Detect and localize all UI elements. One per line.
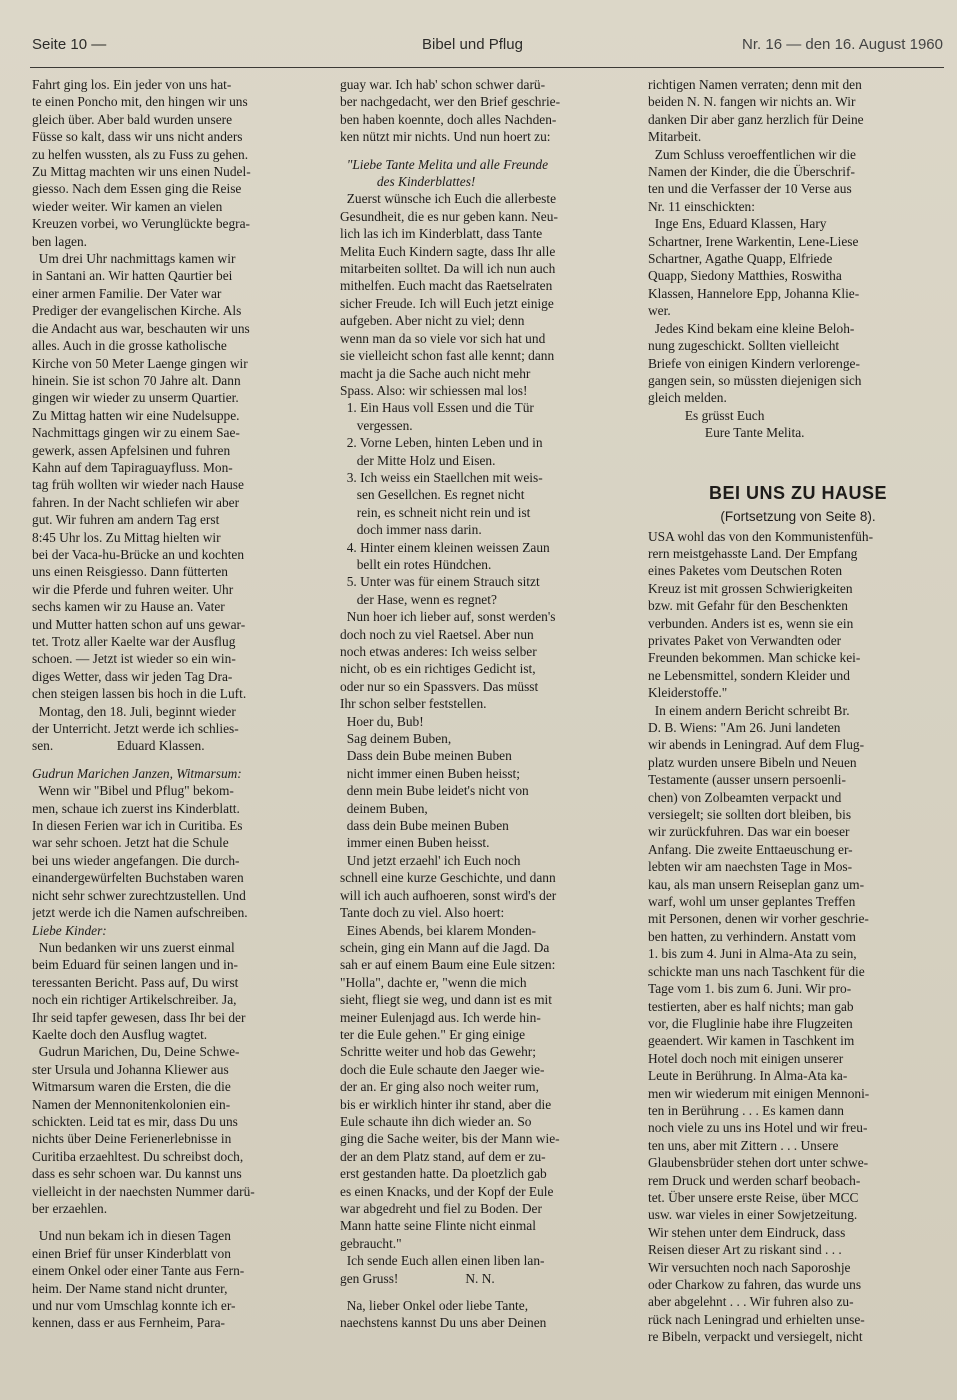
text-line: richtigen Namen verraten; denn mit den — [648, 77, 862, 92]
text-line: Füsse so kalt, dass wir uns nicht anders — [32, 129, 243, 145]
text-line: Glaubensbrüder stehen dort unter schwe- — [648, 1155, 869, 1171]
text-line: tag früh wollten wir wieder nach Hause — [32, 477, 244, 493]
text-line: lich las ich im Kinderblatt, dass Tante — [340, 226, 543, 242]
text-line: wer. — [648, 303, 671, 319]
paragraph-gap — [340, 146, 640, 156]
text-line: schickten. Leid tat es mir, dass Du uns — [32, 1113, 238, 1129]
text-line: doch die Eule schaute den Jaeger wie- — [340, 1061, 545, 1077]
text-line: vielleicht in der naechsten Nummer darü- — [32, 1183, 255, 1199]
text-line: in Santani an. Wir hatten Qaurtier bei — [32, 268, 233, 284]
text-line: sie vielleicht schon fast alle kennt; dann — [340, 348, 555, 364]
text-line: ben lagen. — [32, 233, 88, 249]
text-line: macht ja die Sache auch nicht mehr — [340, 365, 531, 381]
paragraph-gap — [340, 1287, 640, 1297]
text-line: heim. Der Name stand nicht drunter, — [32, 1280, 228, 1296]
text-line: ten und die Verfasser der 10 Verse aus — [648, 181, 852, 197]
text-line: verbunden. Anders ist es, wenn sie ein — [648, 615, 854, 631]
text-line: ten in Berührung . . . Es kamen dann — [648, 1102, 844, 1118]
column-3-article — [648, 528, 948, 1346]
text-line: naechstens kannst Du uns aber Deinen — [340, 1315, 547, 1331]
text-line: schickte man uns nach Taschkent für die — [648, 963, 865, 979]
text-line: Schritte weiter und hob das Gewehr; — [340, 1044, 536, 1060]
text-line: Klassen, Hannelore Epp, Johanna Klie- — [648, 285, 860, 301]
text-line: warf, wohl um unser geplantes Treffen — [648, 894, 856, 910]
text-line: Leute in Berührung. In Alma-Ata ka- — [648, 1068, 848, 1084]
text-line: versiegelt; sie sollten dort bleiben, bis — [648, 807, 852, 823]
text-line: Melita Euch Kindern sagte, dass Ihr alle — [340, 243, 556, 259]
text-line: vor, die Fluglinie habe ihre Flugzeiten — [648, 1015, 853, 1031]
text-line: mithelfen. Euch macht das Raetselraten — [340, 278, 553, 294]
text-line: geaendert. Wir kamen in Taschkent im — [648, 1033, 855, 1049]
text-line: gleich über. Aber bald wurden unsere — [32, 111, 233, 127]
text-line: Ihr seid tapfer gewesen, dass Ihr bei der — [32, 1009, 246, 1025]
section-subhead: (Fortsetzung von Seite 8). — [720, 508, 876, 524]
text-line: oder nur so ein Spassvers. Das müsst — [340, 678, 539, 694]
text-line: usw. war vieles in einer Sowjetzeitung. — [648, 1207, 858, 1223]
text-line: Nachmittags gingen wir zu einem Sae- — [32, 425, 240, 441]
text-line: guay war. Ich hab' schon schwer darü- — [340, 77, 546, 92]
text-line: In einem andern Bericht schreibt Br. — [648, 702, 850, 718]
text-line: wir abends in Leningrad. Auf dem Flug- — [648, 737, 865, 753]
text-line: Namen der Kinder, die die Überschrif- — [648, 164, 855, 180]
text-line: der Mitte Holz und Eisen. — [340, 452, 496, 468]
text-line: Und nun bekam ich in diesen Tagen — [32, 1228, 231, 1244]
section-headline: BEI UNS ZU HAUSE — [708, 482, 887, 503]
text-line: Kreuz ist mit grossen Schwierigkeiten — [648, 580, 853, 596]
text-line: men wir wiederum mit einigen Mennoni- — [648, 1085, 870, 1101]
column-3 — [648, 76, 948, 1396]
text-line: noch ein richtiger Artikelschreiber. Ja, — [32, 992, 237, 1008]
text-line: 3. Ich weiss ein Staellchen mit weis- — [340, 469, 543, 485]
text-line: gut. Wir fuhren am andern Tag erst — [32, 512, 220, 528]
text-line: Schartner, Agathe Quapp, Elfriede — [648, 251, 833, 267]
text-line: rem Druck und werden scharf beobach- — [648, 1172, 861, 1188]
text-line: wenn man da so viele vor sich hat und — [340, 330, 546, 346]
text-line: vergessen. — [340, 417, 413, 433]
text-line: sieht, fliegt sie weg, und dann ist es mit — [340, 992, 552, 1008]
text-line: rein, es schneit nicht rein und ist — [340, 504, 531, 520]
text-line: eines Paketes vom Deutschen Roten — [648, 563, 843, 579]
text-line: Wir stehen unter dem Eindruck, dass — [648, 1224, 846, 1240]
text-line: ter die Eule gehen." Er ging einige — [340, 1026, 526, 1042]
text-line: sechs kamen wir zu Hause an. Vater — [32, 599, 225, 615]
text-line: Um drei Uhr nachmittags kamen wir — [32, 251, 236, 267]
text-line: 2. Vorne Leben, hinten Leben und in — [340, 435, 543, 451]
text-line: Tage vom 1. bis zum 6. Juni. Wir pro- — [648, 981, 852, 997]
text-line: 8:45 Uhr los. Zu Mittag hielten wir — [32, 529, 221, 545]
text-line: wieder weiter. Wir kamen an vielen — [32, 198, 223, 214]
text-line: der Unterricht. Jetzt werde ich schlies- — [32, 721, 239, 737]
text-line: Liebe Kinder: — [32, 922, 107, 938]
text-line: Nun bedanken wir uns zuerst einmal — [32, 939, 235, 955]
text-line: Wenn wir "Bibel und Pflug" bekom- — [32, 783, 234, 799]
text-line: Curitiba erzaehltest. Du schreibst doch, — [32, 1148, 244, 1164]
text-line: nichts über Deine Ferienerlebnisse in — [32, 1131, 232, 1147]
text-line: Kreuzen vorbei, wo Verunglückte begra- — [32, 216, 251, 232]
text-line: war abgedreht und fiel zu Boden. Der — [340, 1201, 542, 1216]
text-line: "Holla", dachte er, "wenn die mich — [340, 974, 527, 990]
text-line: alles. Auch in die grosse katholische — [32, 338, 227, 354]
text-line: der Hase, wenn es regnet? — [340, 591, 497, 607]
text-line: Inge Ens, Eduard Klassen, Hary — [648, 216, 827, 232]
text-line: D. B. Wiens: "Am 26. Juni landeten — [648, 720, 841, 735]
page-number: Seite 10 — — [32, 36, 107, 53]
text-line: teressanten Bericht. Pass auf, Du wirst — [32, 974, 239, 990]
text-line: aber abgelehnt . . . Wir fuhren also zu- — [648, 1294, 854, 1310]
text-line: Anfang. Die zweite Enttaeuschung er- — [648, 841, 853, 857]
text-line: Quapp, Siedony Matthies, Roswitha — [648, 268, 842, 284]
text-line: USA wohl das von den Kommunistenfüh- — [648, 528, 874, 544]
text-line: diges Wetter, dass wir jeden Tag Dra- — [32, 668, 233, 684]
paragraph-gap — [32, 1217, 332, 1227]
text-line: nung zugeschickt. Sollten vielleicht — [648, 338, 840, 354]
text-line: immer einen Buben heisst. — [340, 835, 490, 851]
text-line: gleich melden. — [648, 390, 727, 406]
text-line: 4. Hinter einem kleinen weissen Zaun — [340, 539, 550, 555]
text-line: Kirche von 50 Meter Laenge gingen wir — [32, 355, 248, 371]
text-line: Zu Mittag machten wir uns einen Nudel- — [32, 164, 251, 180]
text-line: Hoer du, Bub! — [340, 713, 424, 729]
text-line: zu helfen wussten, als zu Fuss zu gehen. — [32, 146, 249, 162]
text-line: gingen wir wieder zu unserm Quartier. — [32, 390, 239, 406]
text-line: kennen, dass er aus Fernheim, Para- — [32, 1315, 225, 1331]
text-line: Wir versuchten noch nach Saporoshje — [648, 1259, 851, 1275]
text-line: hinein. Sie ist schon 70 Jahre alt. Dann — [32, 372, 241, 388]
column-1 — [32, 76, 332, 1396]
paragraph-gap — [32, 755, 332, 765]
text-line: beim Eduard für seinen langen und in- — [32, 957, 239, 973]
issue-date: Nr. 16 — den 16. August 1960 — [742, 36, 943, 53]
text-line: In diesen Ferien war ich in Curitiba. Es — [32, 818, 243, 834]
text-line: oder Charkow zu fahren, das wurde uns — [648, 1277, 862, 1292]
text-line: Nun hoer ich lieber auf, sonst werden's — [340, 609, 556, 625]
text-line: 1. Ein Haus voll Essen und die Tür — [340, 400, 534, 416]
text-line: Jedes Kind bekam eine kleine Beloh- — [648, 320, 855, 336]
text-line: Fahrt ging los. Ein jeder von uns hat- — [32, 77, 232, 92]
text-line: Montag, den 18. Juli, beginnt wieder — [32, 703, 236, 719]
text-line: Dass dein Bube meinen Buben — [340, 748, 512, 764]
text-line: gen Gruss! N. N. — [340, 1270, 495, 1286]
text-line: tet. Trotz aller Kaelte war der Ausflug — [32, 634, 236, 649]
text-line: einer armen Familie. Der Vater war — [32, 285, 222, 301]
text-line: bellt ein rotes Hündchen. — [340, 556, 492, 572]
text-line: Namen der Mennonitenkolonien ein- — [32, 1096, 231, 1112]
text-line: nicht immer einen Buben heisst; — [340, 765, 520, 781]
text-line: testierten, aber es half nichts; man gab — [648, 998, 854, 1014]
text-line: dass es sehr schoen war. Du kannst uns — [32, 1166, 242, 1182]
text-line: will ich auch aufhoeren, sonst wird's der — [340, 887, 557, 903]
text-line: Reisen dieser Art zu riskant sind . . . — [648, 1242, 842, 1258]
text-line: gebraucht." — [340, 1235, 402, 1251]
text-line: Eure Tante Melita. — [648, 425, 805, 441]
text-line: mit Personen, denen wir vorher geschrie- — [648, 911, 869, 927]
text-line: rück nach Leningrad und erhielten unse- — [648, 1311, 865, 1327]
text-line: die Andacht aus war, beschauten wir uns — [32, 320, 250, 336]
text-line: wir zurückfuhren. Das war ein boeser — [648, 824, 850, 840]
text-line: danken Dir aber ganz herzlich für Deine — [648, 111, 864, 127]
text-line: aufgeben. Aber nicht zu viel; denn — [340, 313, 525, 329]
text-line: bei der Vaca-hu-Brücke an und kochten — [32, 546, 245, 562]
text-line: doch immer nass darin. — [340, 522, 482, 538]
text-line: Ich sende Euch allen einen liben lan- — [340, 1253, 545, 1269]
text-line: ber nachgedacht, wer den Brief geschrie- — [340, 94, 561, 110]
text-line: ster Ursula und Johanna Kliewer aus — [32, 1061, 229, 1077]
text-line: sen. Eduard Klassen. — [32, 738, 205, 754]
text-line: Hotel doch noch mit einigen unserer — [648, 1050, 844, 1066]
text-line: Und jetzt erzaehl' ich Euch noch — [340, 852, 521, 868]
text-line: Prediger der evangelischen Kirche. Als — [32, 303, 242, 319]
text-line: chen steigen lassen bis hoch in die Luft. — [32, 686, 247, 702]
text-line: Mann hatte seine Flinte nicht einmal — [340, 1218, 536, 1234]
text-line: Freunden bekommen. Man schicke kei- — [648, 650, 861, 666]
text-line: nicht sehr schwer zurechtzustellen. Und — [32, 887, 246, 903]
text-line: bei uns wieder angefangen. Die durch- — [32, 852, 240, 868]
text-line: Briefe von einigen Kindern verlorenge- — [648, 355, 860, 371]
text-line: Gudrun Marichen Janzen, Witmarsum: — [32, 765, 242, 781]
text-line: tet. Über unsere erste Reise, über MCC — [648, 1189, 859, 1205]
text-line: gangen sein, so müssten diejenigen sich — [648, 372, 862, 388]
text-line: Zu Mittag hatten wir eine Nudelsuppe. — [32, 407, 240, 423]
text-line: sen Gesellchen. Es regnet nicht — [340, 487, 525, 503]
text-line: ging die Sache weiter, bis der Mann wie- — [340, 1131, 560, 1147]
text-line: einandergewürfelten Buchstaben waren — [32, 870, 244, 886]
text-line: und Mutter hatten schon auf uns gewar- — [32, 616, 246, 632]
text-line: "Liebe Tante Melita und alle Freunde — [340, 156, 549, 172]
text-line: meiner Eulenjagd aus. Ich werde hin- — [340, 1009, 541, 1025]
text-line: mitarbeiten solltet. Da will ich nun auch — [340, 261, 556, 277]
text-line: ne Lebensmittel, sondern Kleider und — [648, 667, 850, 683]
text-line: beiden N. N. fangen wir nichts an. Wir — [648, 94, 856, 110]
text-line: doch noch zu viel Raetsel. Aber nun — [340, 626, 534, 642]
text-line: Gudrun Marichen, Du, Deine Schwe- — [32, 1044, 240, 1060]
text-line: schnell eine kurze Geschichte, und dann — [340, 870, 556, 886]
text-line: Kleiderstoffe." — [648, 685, 728, 701]
text-line: Ihr schon selber feststellen. — [340, 696, 487, 712]
text-line: noch viele zu uns ins Hotel und wir freu- — [648, 1120, 868, 1136]
text-line: und nur vom Umschlag konnte ich er- — [32, 1298, 236, 1314]
text-line: bis er wirklich hinter ihr stand, aber die — [340, 1096, 552, 1112]
text-line: fahren. In der Nacht schliefen wir aber — [32, 494, 240, 510]
text-line: Schartner, Irene Warkentin, Lene-Liese — [648, 233, 859, 249]
text-line: erst gestanden hatte. Da ploetzlich gab — [340, 1166, 547, 1182]
text-line: ten uns, aber mit Zittern . . . Unsere — [648, 1137, 839, 1153]
text-line: 5. Unter was für einem Strauch sitzt — [340, 574, 540, 590]
text-line: es einen Knacks, und der Kopf der Eule — [340, 1183, 554, 1199]
header-rule — [30, 67, 944, 68]
column-3-letter — [648, 76, 948, 442]
text-line: giesso. Nach dem Essen ging die Reise — [32, 181, 242, 197]
text-line: einem Onkel oder einer Tante aus Fern- — [32, 1263, 245, 1279]
text-line: gewerk, assen Apfelsinen und fuhren — [32, 442, 231, 458]
text-line: ben hatten, zu verhindern. Anstatt vom — [648, 928, 856, 944]
text-line: Tante doch zu viel. Also hoert: — [340, 905, 505, 921]
text-line: denn mein Bube leidet's nicht von — [340, 783, 529, 799]
text-line: der an. Er ging also noch weiter rum, — [340, 1079, 539, 1095]
text-line: Witmarsum waren die Ersten, die die — [32, 1079, 231, 1095]
text-line: sah er auf einem Baum eine Eule sitzen: — [340, 957, 556, 973]
text-line: re Bibeln, verpackt und versiegelt, nicht — [648, 1329, 863, 1345]
text-line: 1. bis zum 4. Juni in Alma-Ata zu sein, — [648, 946, 857, 962]
text-line: Zum Schluss veroeffentlichen wir die — [648, 146, 856, 162]
text-line: te einen Poncho mit, den hingen wir uns — [32, 94, 248, 110]
text-line: Es grüsst Euch — [648, 407, 765, 423]
text-line: jetzt werde ich die Namen aufschreiben. — [32, 905, 248, 921]
text-line: privates Paket von Verwandten oder — [648, 632, 842, 648]
text-line: Mitarbeit. — [648, 129, 702, 145]
text-line: Zuerst wünsche ich Euch die allerbeste — [340, 191, 557, 207]
text-line: ken nützt mir nichts. Und nun hoert zu: — [340, 129, 551, 145]
text-line: war sehr schoen. Jetzt hat die Schule — [32, 835, 229, 851]
text-line: chen) von Zolbeamten verpackt und — [648, 789, 842, 805]
text-line: Eines Abends, bei klarem Monden- — [340, 922, 536, 938]
text-line: men, schaue ich zuerst ins Kinderblatt. — [32, 800, 240, 816]
text-line: schein, ging ein Mann auf die Jagd. Da — [340, 939, 550, 955]
text-line: Testamente (ausser unsern persoenli- — [648, 772, 846, 788]
text-line: wir die Pferde und fuhren weiter. Uhr — [32, 581, 234, 597]
text-line: Sag deinem Buben, — [340, 731, 452, 747]
text-line: uns einen Reisgiesso. Dann fütterten — [32, 564, 228, 580]
page-header — [32, 36, 943, 60]
text-line: ber erzaehlen. — [32, 1201, 108, 1216]
text-line: Spass. Also: wir schiessen mal los! — [340, 382, 528, 398]
text-line: Na, lieber Onkel oder liebe Tante, — [340, 1298, 529, 1314]
text-line: Gesundheit, die es nur geben kann. Neu- — [340, 208, 558, 224]
text-line: Nr. 11 einschickten: — [648, 198, 755, 214]
text-line: Kahn auf dem Tapiraguayfluss. Mon- — [32, 459, 233, 475]
text-line: schoen. — Jetzt ist wieder so ein win- — [32, 651, 236, 667]
text-line: einen Brief für unser Kinderblatt von — [32, 1245, 231, 1261]
column-2 — [340, 76, 640, 1396]
text-line: noch etwas anderes: Ich weiss selber — [340, 644, 537, 659]
text-line: Kaelte doch den Ausflug wagtet. — [32, 1026, 208, 1042]
newspaper-title: Bibel und Pflug — [422, 36, 523, 53]
text-line: Eule schaute ihn dich wieder an. So — [340, 1113, 532, 1129]
text-line: deinem Buben, — [340, 800, 428, 816]
text-line: bzw. mit Gefahr für den Beschenkten — [648, 598, 848, 614]
text-line: sicher Freude. Ich will Euch jetzt einige — [340, 295, 554, 311]
text-line: kau, als man unsern Reiseplan ganz um- — [648, 876, 865, 892]
text-line: dass dein Bube meinen Buben — [340, 818, 509, 834]
text-line: der an dem Platz stand, auf dem er zu- — [340, 1148, 546, 1164]
text-line: des Kinderblattes! — [340, 174, 476, 190]
text-line: ben haben koennte, doch alles Nachden- — [340, 111, 557, 127]
text-line: rern meistgehasste Land. Der Empfang — [648, 545, 858, 561]
text-line: lebten wir am naechsten Tage in Mos- — [648, 859, 853, 875]
text-line: platz wurden unsere Bibeln und Neuen — [648, 754, 857, 770]
text-line: nicht, ob es ein richtiges Gedicht ist, — [340, 661, 536, 677]
